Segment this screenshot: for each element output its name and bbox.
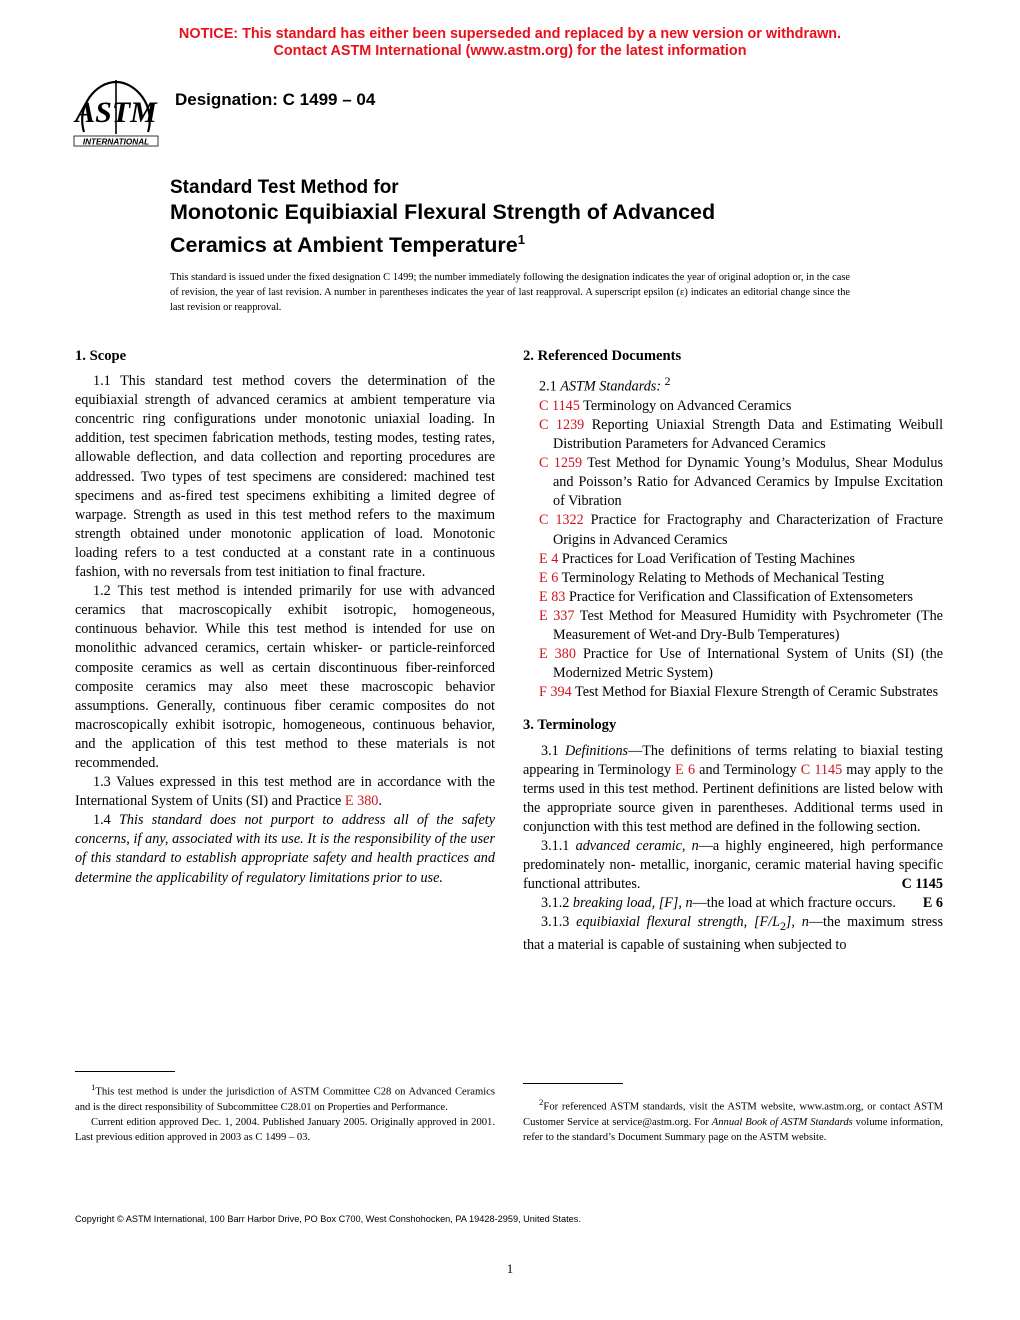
term-p1-text-a: —The definitions of terms relating to biaxial testing appearing in Terminology [523, 742, 943, 778]
def-3-term-end: ], n [785, 914, 809, 931]
link-e4[interactable]: E 4 [539, 550, 559, 567]
footnote-2 [523, 1095, 943, 1145]
title-line-1: Standard Test Method for [170, 177, 399, 198]
def-1-source: C 1145 [901, 876, 943, 893]
footnote-rule-left [75, 1071, 175, 1072]
page-number: 1 [506, 1262, 514, 1276]
link-c1322[interactable]: C 1322 [539, 512, 584, 529]
reference-item [523, 511, 943, 549]
link-c1259[interactable]: C 1259 [539, 455, 583, 472]
reference-item [523, 569, 943, 588]
scope-para-4 [75, 811, 495, 887]
footnote-1-para [75, 1080, 495, 1115]
superseded-notice [0, 26, 1020, 60]
link-e83[interactable]: E 83 [539, 588, 566, 605]
title-line-3 [170, 226, 870, 259]
reference-list [523, 397, 943, 703]
link-c1145-term[interactable]: C 1145 [800, 761, 843, 778]
scope-para-1: 1.1 This standard test method covers the determination of the equibiaxial strength of advanced ceramics at ambient temperature via concentric ring configurations under monotonic uniaxial loading. In addition, test specimen fabrication methods, testing modes, testing rates, allowable deflection, and data collection and reporting procedures are addressed. Two types of test specimens are considered: machined test specimens and as-fired test specimens exhibiting a limited degree of warpage. Strength as used in this test method refers to the maximum strength obtained under monotonic application of load. Monotonic loading refers to a test conducted at a constant rate in a continuous fashion, with no reversals from test initiation to final fracture. [75, 373, 495, 581]
def-3-num: 3.1.3 [541, 914, 577, 931]
notice-line-1: NOTICE: This standard has either been superseded and replaced by a new version or withdrawn. [178, 26, 842, 42]
footnote-2-text-a: For referenced ASTM standards, visit the ASTM website, www.astm.org, or contact ASTM Customer Service at service@astm.org. For [523, 1101, 943, 1128]
reference-item [523, 607, 943, 645]
footnote-rule-right [523, 1083, 623, 1084]
footnote-1 [75, 1080, 495, 1146]
term-p1-num: 3.1 [541, 742, 565, 759]
footnote-2-para [523, 1095, 943, 1145]
reference-text: Terminology Relating to Methods of Mechanical Testing [561, 569, 885, 586]
scope-heading: 1. Scope [75, 348, 127, 364]
notice-line-2: Contact ASTM International (www.astm.org) for the latest information [273, 43, 747, 59]
reference-text: Test Method for Measured Humidity with Psychrometer (The Measurement of Wet-and Dry-Bulb Temperatures) [553, 607, 943, 644]
reference-text: Practices for Load Verification of Testing Machines [561, 550, 856, 567]
def-2-term: breaking load, [F], n [572, 895, 693, 912]
scope-para-4-num: 1.4 [93, 812, 120, 829]
reference-text: Test Method for Biaxial Flexure Strength of Ceramic Substrates [575, 684, 939, 701]
terminology-heading: 3. Terminology [523, 717, 617, 734]
title-line-2: Monotonic Equibiaxial Flexural Strength of Advanced [170, 200, 716, 224]
scope-para-3-end: . [378, 793, 382, 810]
reference-text: Practice for Verification and Classification of Extensometers [568, 588, 914, 605]
logo-text: ASTM [75, 96, 157, 129]
reference-item [523, 645, 943, 683]
footnote-2-italic: Annual Book of ASTM Standards [711, 1116, 853, 1128]
reference-text: Test Method for Dynamic Young’s Modulus, Shear Modulus and Poisson’s Ratio for Advanced Ceramics by Impulse Excitation of Vibration [553, 455, 943, 510]
reference-item [523, 416, 943, 454]
link-e6[interactable]: E 6 [539, 569, 559, 586]
link-e337[interactable]: E 337 [539, 607, 575, 624]
title-line-3-text: Ceramics at Ambient Temperature [170, 233, 518, 258]
def-2-num: 3.1.2 [541, 895, 573, 912]
def-1-text: —a highly engineered, high performance predominately non- metallic, inorganic, ceramic material having specific functional attributes. [523, 837, 943, 893]
logo-subtext: INTERNATIONAL [82, 137, 150, 147]
reference-item [523, 683, 943, 702]
def-3-sub: 2 [779, 919, 786, 934]
link-c1145[interactable]: C 1145 [539, 397, 580, 414]
link-e6-term[interactable]: E 6 [675, 761, 696, 778]
designation: Designation: C 1499 – 04 [175, 90, 376, 109]
issued-note: This standard is issued under the fixed designation C 1499; the number immediately following the designation indicates the year of original adoption or, in the case of revision, the year of last revision. A number in parentheses indicates the year of last reapproval. A superscript epsilon (ε) indicates an editorial change since the last revision or reapproval. [170, 272, 850, 313]
def-2-text: —the load at which fracture occurs. [692, 895, 896, 912]
copyright-line: Copyright © ASTM International, 100 Barr Harbor Drive, PO Box C700, West Conshohocken, PA 19428-2959, United States. [75, 1214, 581, 1224]
def-2-source: E 6 [922, 895, 943, 912]
definition-equibiaxial-strength [523, 913, 943, 955]
footnote-1-mark: 1 [91, 1082, 96, 1092]
scope-para-4-text: This standard does not purport to address all of the safety concerns, if any, associated with its use. It is the responsibility of the user of this standard to establish appropriate safety and health practices and determine the applicability of regulatory limitations prior to use. [75, 812, 495, 886]
link-e380-ref[interactable]: E 380 [539, 646, 576, 663]
def-3-term: equibiaxial flexural strength, [F/L [576, 914, 780, 931]
reference-text: Terminology on Advanced Ceramics [583, 397, 792, 414]
reference-text: Practice for Fractography and Characterization of Fracture Origins in Advanced Ceramics [553, 512, 944, 548]
scope-para-3 [75, 773, 495, 811]
reference-text: Reporting Uniaxial Strength Data and Estimating Weibull Distribution Parameters for Advanced Ceramics [553, 417, 944, 453]
definition-advanced-ceramic [523, 837, 943, 894]
reference-item [523, 454, 943, 511]
right-column [523, 347, 943, 955]
link-c1239[interactable]: C 1239 [539, 417, 585, 434]
reference-item [523, 588, 943, 607]
astm-logo-icon [70, 76, 162, 152]
def-1-num: 3.1.1 [541, 837, 576, 854]
definition-breaking-load [523, 894, 943, 913]
footnote-2-text-b: volume information, refer to the standard’s Document Summary page on the ASTM website. [523, 1116, 943, 1144]
term-p1-text-b: and Terminology [695, 761, 801, 778]
refs-intro-num: 2.1 [539, 378, 561, 395]
astm-standards-intro [523, 372, 943, 397]
footnote-1-para-2: Current edition approved Dec. 1, 2004. Published January 2005. Originally approved in 2001. Last previous edition approved in 2003 as C 1499 – 03. [75, 1117, 495, 1144]
refs-intro-sup: 2 [664, 374, 671, 389]
link-e380[interactable]: E 380 [344, 793, 379, 810]
title-footnote-mark: 1 [517, 232, 525, 247]
term-p1-text-c: may apply to the terms used in this test method. Pertinent definitions are listed below with the appropriate source given in parentheses. Additional terms used in conjunction with this test method are defined in the following section. [523, 761, 943, 835]
reference-text: Practice for Use of International System of Units (SI) (the Modernized Metric System) [553, 646, 943, 682]
footnote-2-mark: 2 [539, 1097, 544, 1107]
scope-para-2: 1.2 This test method is intended primarily for use with advanced ceramics that macroscopically exhibit isotropic, homogeneous, continuous behavior. While this test method is intended for use on monolithic advanced ceramics, certain whisker- or particle-reinforced composite ceramics as well as certain discontinuous fiber-reinforced composite ceramics may also meet these macroscopic behavior assumptions. Generally, continuous fiber ceramic composites do not macroscopically exhibit isotropic, homogeneous, continuous behavior, and the application of this test method to these materials is not recommended. [75, 583, 495, 771]
referenced-docs-heading: 2. Referenced Documents [523, 348, 682, 364]
reference-item [523, 550, 943, 569]
document-title [170, 176, 870, 259]
def-3-text: —the maximum stress that a material is capable of sustaining when subjected to [523, 914, 943, 954]
footnote-1-text: This test method is under the jurisdiction of ASTM Committee C28 on Advanced Ceramics and is the direct responsibility of Subcommittee C28.01 on Properties and Performance. [75, 1086, 495, 1113]
terminology-para-1 [523, 742, 943, 837]
refs-intro-label: ASTM Standards: [560, 378, 662, 395]
term-p1-label: Definitions [565, 742, 629, 759]
def-1-term: advanced ceramic, n [575, 837, 699, 854]
left-column [75, 347, 495, 888]
reference-item [523, 397, 943, 416]
scope-para-3-text: 1.3 Values expressed in this test method are in accordance with the International System of Units (SI) and Practice [75, 774, 495, 810]
link-f394[interactable]: F 394 [539, 684, 572, 701]
